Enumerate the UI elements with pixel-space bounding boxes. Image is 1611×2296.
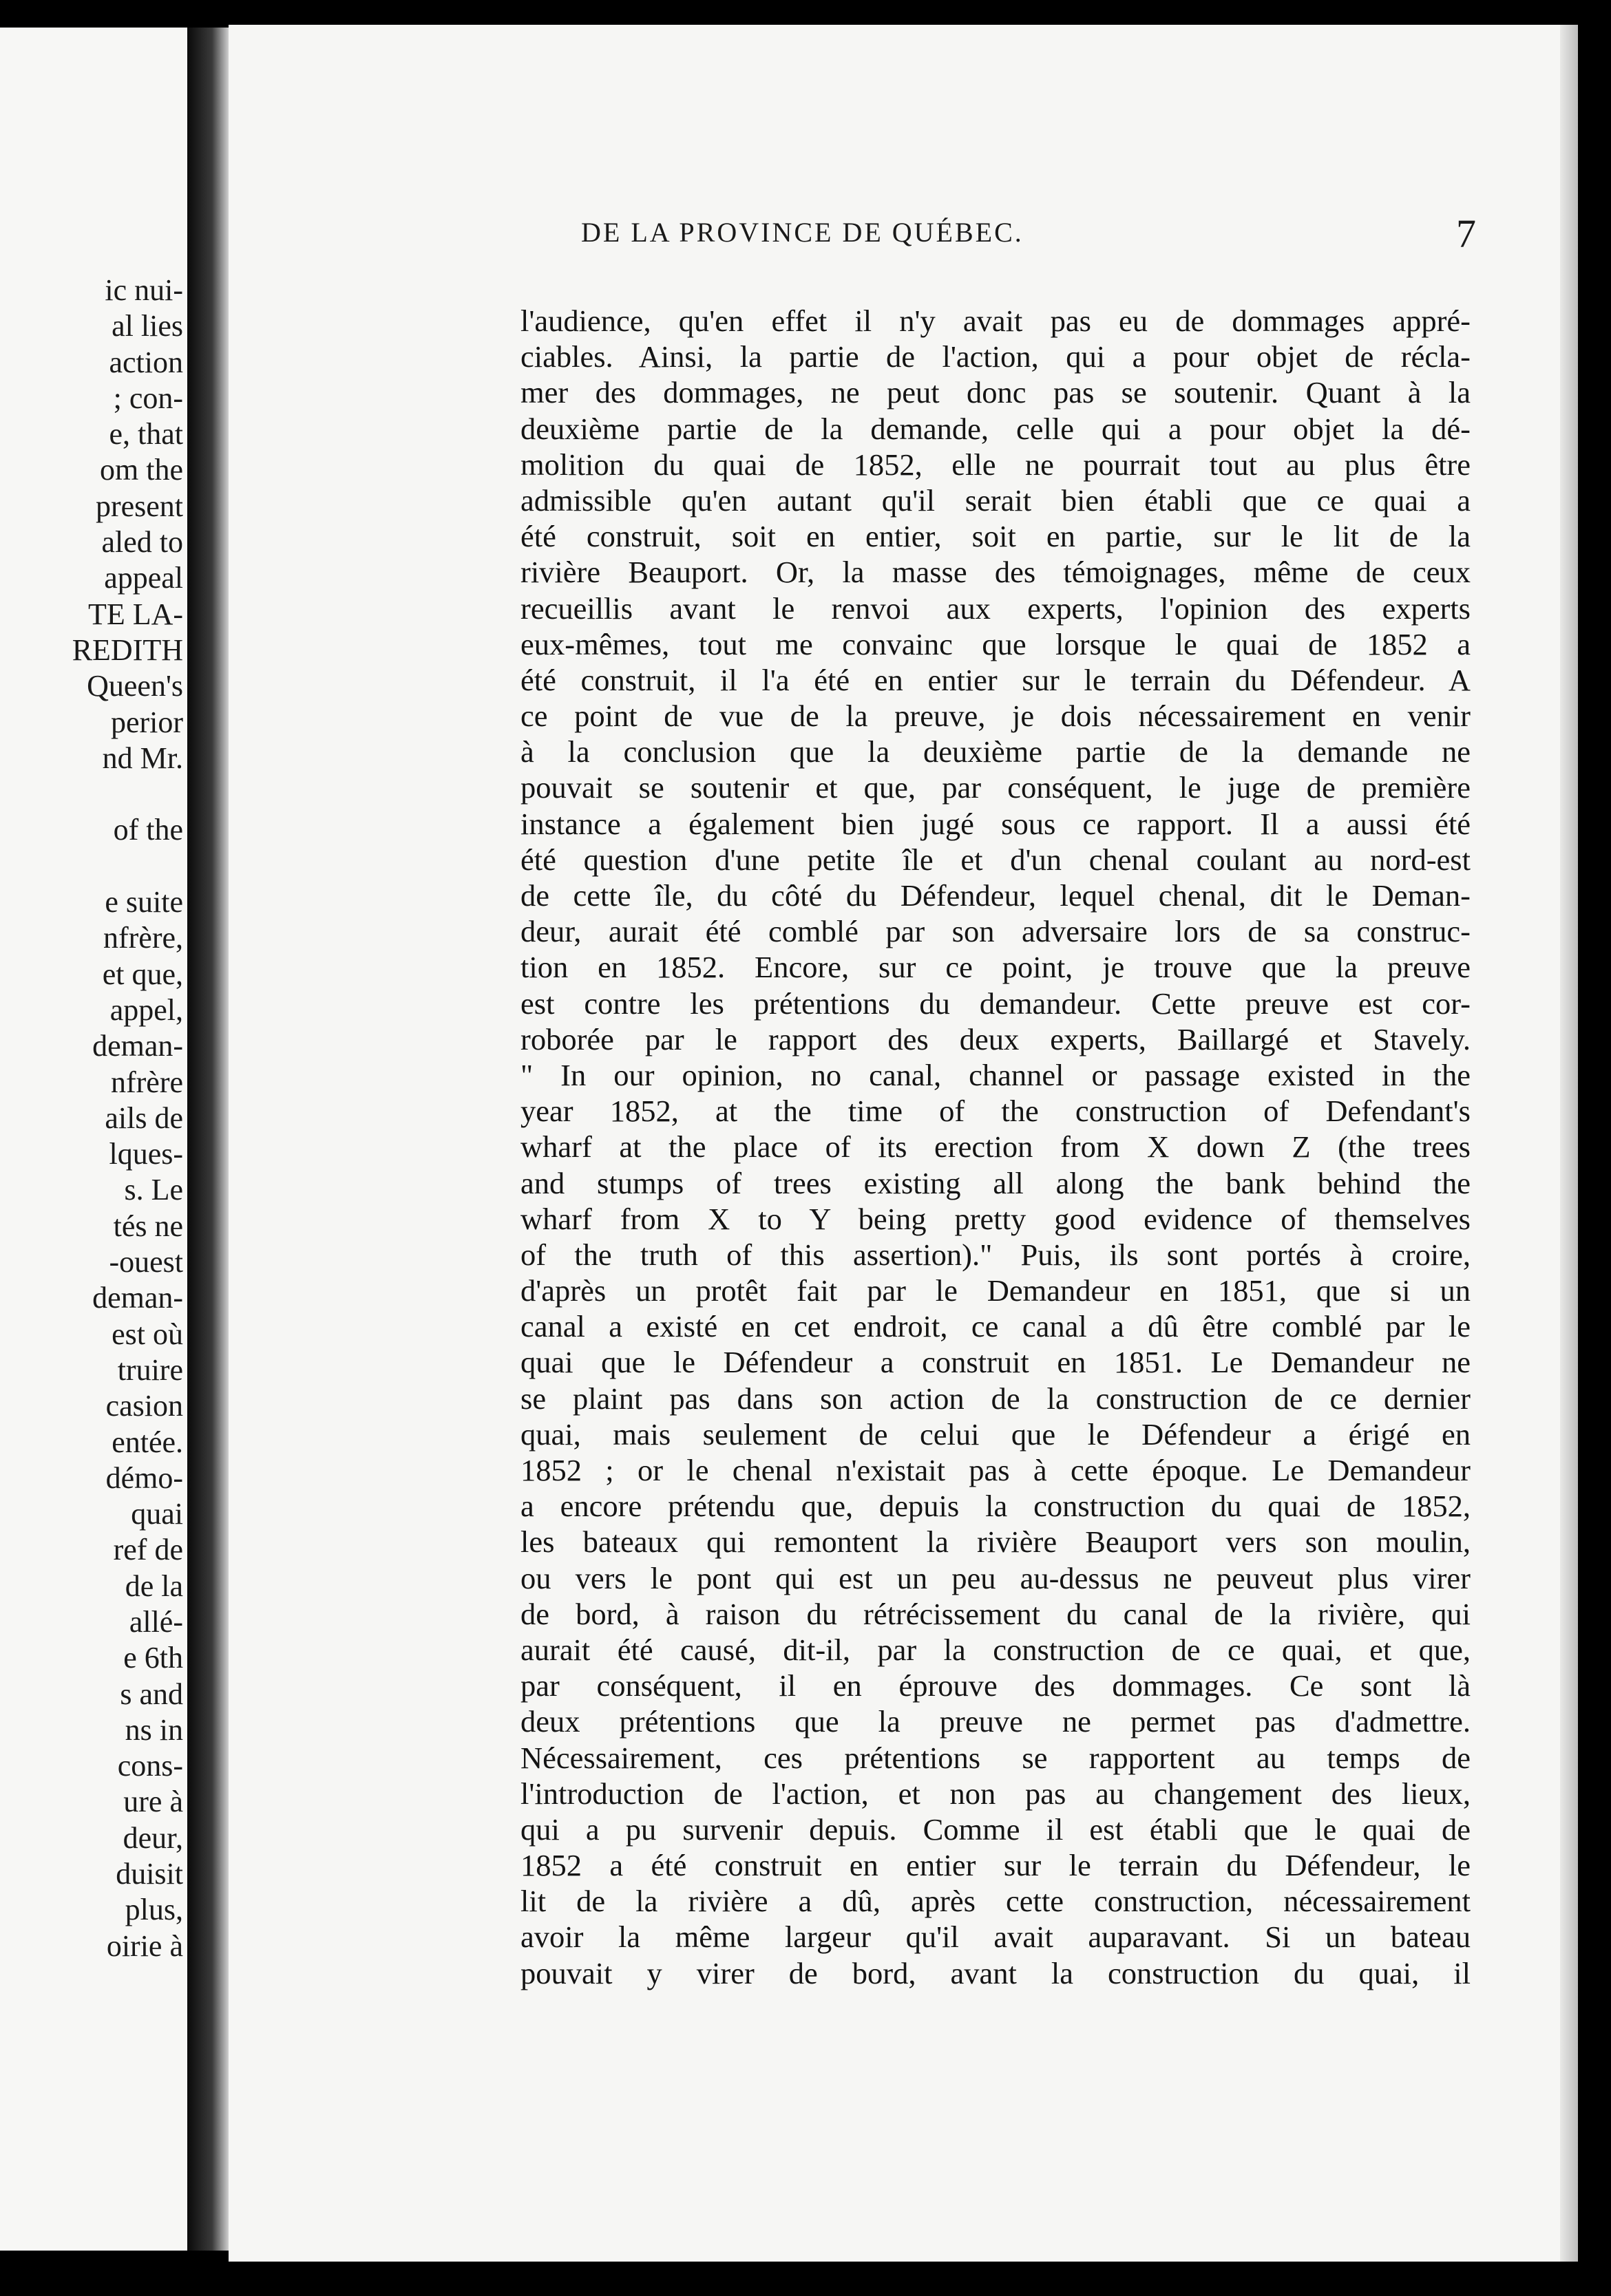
text-line: a encore prétendu que, depuis la construction du quai de 1852, (520, 1489, 1471, 1524)
text-line: and stumps of trees existing all along the bank behind the (520, 1165, 1471, 1200)
text-line: mer des dommages, ne peut donc pas se soutenir. Quant à la (520, 375, 1471, 410)
left-page-text (4, 273, 183, 1964)
left-page-line: oirie à (106, 1928, 183, 1963)
text-line: roborée par le rapport des deux experts, Baillargé et Stavely. (520, 1021, 1471, 1056)
left-page-line: ure à (123, 1785, 183, 1819)
left-page-line: duisit (116, 1857, 183, 1891)
left-page-line: s. Le (124, 1173, 183, 1207)
text-line: year 1852, at the time of the construction of Defendant's (520, 1094, 1471, 1129)
left-page-line: casion (105, 1389, 183, 1423)
left-page-line: appel, (109, 992, 183, 1027)
text-line: Nécessairement, ces prétentions se rapportent au temps de (520, 1740, 1471, 1775)
text-line: est contre les prétentions du demandeur. Cette preuve est cor- (520, 986, 1471, 1021)
text-line: à la conclusion que la deuxième partie de la demande ne (520, 734, 1471, 769)
body-text (520, 303, 1471, 1991)
left-page-line (4, 849, 183, 884)
left-page-line: lques- (109, 1137, 183, 1171)
left-page (0, 28, 187, 2251)
text-line: d'après un protêt fait par le Demandeur en 1851, que si un (520, 1273, 1471, 1308)
left-page-line: TE LA- (87, 597, 183, 631)
left-page-line: cons- (117, 1749, 183, 1783)
left-page-line: om the (100, 453, 183, 487)
left-page-line (4, 776, 183, 812)
left-page-line: ref de (113, 1533, 183, 1567)
left-page-line: REDITH (72, 633, 183, 667)
left-page-line: s and (120, 1677, 183, 1711)
text-line: qui a pu survenir depuis. Comme il est établi que le quai de (520, 1811, 1471, 1847)
text-line: 1852 ; or le chenal n'existait pas à cette époque. Le Demandeur (520, 1453, 1471, 1487)
left-page-line: aled to (101, 525, 183, 560)
left-page-line: plus, (125, 1893, 183, 1927)
text-line: pouvait y virer de bord, avant la construction du quai, il (520, 1955, 1471, 1990)
left-page-line: e, that (109, 417, 183, 451)
page-edge (1560, 25, 1578, 2262)
left-page-line: e 6th (123, 1641, 183, 1675)
left-page-line: e suite (105, 885, 183, 920)
text-line: wharf from X to Y being pretty good evidence of themselves (520, 1201, 1471, 1236)
page-header (581, 211, 1476, 257)
text-line: wharf at the place of its erection from X down Z (the trees (520, 1129, 1471, 1165)
text-line: deuxième partie de la demande, celle qui a pour objet la dé- (520, 411, 1471, 446)
text-line: ce point de vue de la preuve, je dois nécessairement en venir (520, 699, 1471, 734)
text-line: avoir la même largeur qu'il avait auparavant. Si un bateau (520, 1920, 1471, 1955)
page-number: 7 (1456, 211, 1476, 256)
left-page-line: et que, (102, 957, 183, 991)
text-line: de cette île, du côté du Défendeur, lequel chenal, dit le Deman- (520, 878, 1471, 913)
text-line: deux prétentions que la preuve ne permet pas d'admettre. (520, 1704, 1471, 1739)
text-line: 1852 a été construit en entier sur le terrain du Défendeur, le (520, 1848, 1471, 1883)
text-line: instance a également bien jugé sous ce rapport. Il a aussi été (520, 806, 1471, 841)
text-line: l'introduction de l'action, et non pas au changement des lieux, (520, 1776, 1471, 1811)
text-line: quai, mais seulement de celui que le Défendeur a érigé en (520, 1416, 1471, 1452)
left-page-line: Queen's (87, 669, 183, 703)
left-page-line: tés ne (113, 1209, 183, 1243)
left-page-line: of the (113, 813, 183, 847)
text-line: of the truth of this assertion)." Puis, ils sont portés à croire, (520, 1237, 1471, 1272)
text-line: quai que le Défendeur a construit en 1851. Le Demandeur ne (520, 1345, 1471, 1380)
left-page-line: al lies (112, 309, 183, 343)
text-line: été construit, soit en entier, soit en partie, sur le lit de la (520, 519, 1471, 554)
left-page-line: ic nui- (105, 273, 183, 307)
left-page-line: action (109, 345, 183, 379)
text-line: se plaint pas dans son action de la construction de ce dernier (520, 1381, 1471, 1416)
left-page-line: perior (110, 705, 183, 739)
left-page-line: démo- (105, 1460, 183, 1495)
book-spine (187, 28, 229, 2251)
left-page-line: est où (112, 1317, 183, 1351)
text-line: aurait été causé, dit-il, par la construction de ce quai, et que, (520, 1632, 1471, 1667)
left-page-line: present (95, 489, 183, 523)
text-line: " In our opinion, no canal, channel or passage existed in the (520, 1057, 1471, 1092)
left-page-line: deman- (92, 1281, 183, 1315)
text-line: l'audience, qu'en effet il n'y avait pas eu de dommages appré- (520, 304, 1471, 338)
text-line: été construit, il l'a été en entier sur le terrain du Défendeur. A (520, 662, 1471, 697)
text-line: pouvait se soutenir et que, par conséquent, le juge de première (520, 770, 1471, 805)
text-line: eux-mêmes, tout me convainc que lorsque le quai de 1852 a (520, 626, 1471, 661)
left-page-line: ; con- (113, 381, 183, 415)
text-line: été question d'une petite île et d'un chenal coulant au nord-est (520, 842, 1471, 877)
right-page (229, 25, 1578, 2262)
left-page-line: entée. (112, 1425, 183, 1459)
left-page-line: ails de (105, 1101, 183, 1135)
left-page-line: allé- (129, 1604, 183, 1639)
left-page-line: nfrère (110, 1065, 183, 1099)
running-head: DE LA PROVINCE DE QUÉBEC. (581, 217, 1024, 248)
text-line: ou vers le pont qui est un peu au-dessus ne peuveut plus virer (520, 1560, 1471, 1595)
text-line: lit de la rivière a dû, après cette construction, nécessairement (520, 1884, 1471, 1919)
left-page-line: appeal (104, 561, 183, 595)
left-page-line: ns in (125, 1712, 183, 1747)
text-line: de bord, à raison du rétrécissement du canal de la rivière, qui (520, 1596, 1471, 1631)
left-page-line: -ouest (109, 1245, 183, 1279)
left-page-line: truire (117, 1352, 183, 1387)
text-line: canal a existé en cet endroit, ce canal a dû être comblé par le (520, 1309, 1471, 1344)
left-page-line: deur, (123, 1820, 183, 1855)
left-page-line: deman- (92, 1029, 183, 1063)
text-line: les bateaux qui remontent la rivière Beauport vers son moulin, (520, 1524, 1471, 1560)
text-line: recueillis avant le renvoi aux experts, l'opinion des experts (520, 591, 1471, 626)
left-page-line: quai (131, 1497, 183, 1531)
text-line: molition du quai de 1852, elle ne pourrait tout au plus être (520, 447, 1471, 482)
text-line: admissible qu'en autant qu'il serait bien établi que ce quai a (520, 482, 1471, 518)
text-line: deur, aurait été comblé par son adversaire lors de sa construc- (520, 914, 1471, 949)
left-page-line: nd Mr. (102, 741, 183, 775)
text-line: rivière Beauport. Or, la masse des témoignages, même de ceux (520, 555, 1471, 590)
left-page-line: nfrère, (103, 921, 183, 955)
text-line: par conséquent, il en éprouve des dommages. Ce sont là (520, 1668, 1471, 1703)
text-line: ciables. Ainsi, la partie de l'action, qui a pour objet de récla- (520, 339, 1471, 374)
left-page-line: de la (125, 1569, 183, 1603)
text-line: tion en 1852. Encore, sur ce point, je trouve que la preuve (520, 950, 1471, 985)
